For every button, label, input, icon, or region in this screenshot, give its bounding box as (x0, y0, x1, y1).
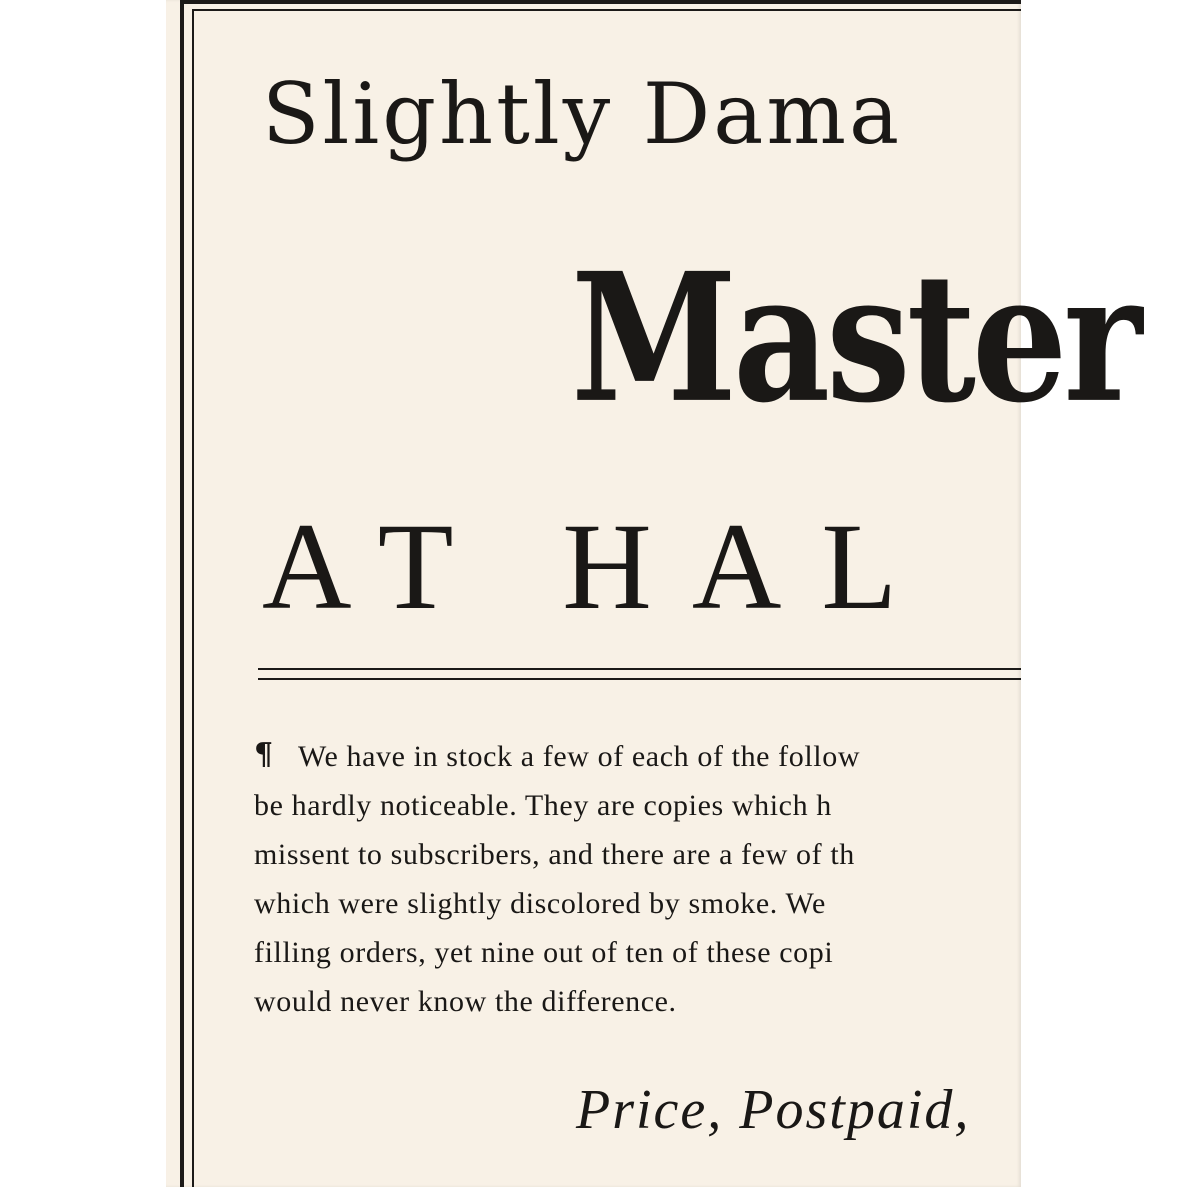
body-line-2: be hardly noticeable. They are copies which h (254, 789, 832, 822)
section-divider-bottom (258, 678, 1021, 680)
section-divider-top (258, 668, 1021, 670)
body-line-3: missent to subscribers, and there are a few of th (254, 838, 855, 871)
left-border-inner (192, 9, 194, 1187)
body-line-1: We have in stock a few of each of the follow (298, 740, 861, 773)
at-half-heading: AT HAL (262, 498, 938, 635)
left-border-outer (180, 0, 184, 1187)
body-line-4: which were slightly discolored by smoke. We (254, 887, 826, 920)
price-postpaid: Price, Postpaid, (576, 1079, 971, 1141)
advertisement-clipping (166, 0, 1139, 1187)
top-border-outer (180, 0, 1021, 4)
headline: Slightly Dama (262, 65, 903, 163)
top-border-inner (192, 9, 1021, 11)
pilcrow-icon: ¶ (254, 737, 274, 772)
body-line-5: filling orders, yet nine out of ten of these copi (254, 936, 834, 969)
blackletter-title: Master (571, 234, 1139, 443)
body-line-6: would never know the difference. (254, 985, 677, 1018)
